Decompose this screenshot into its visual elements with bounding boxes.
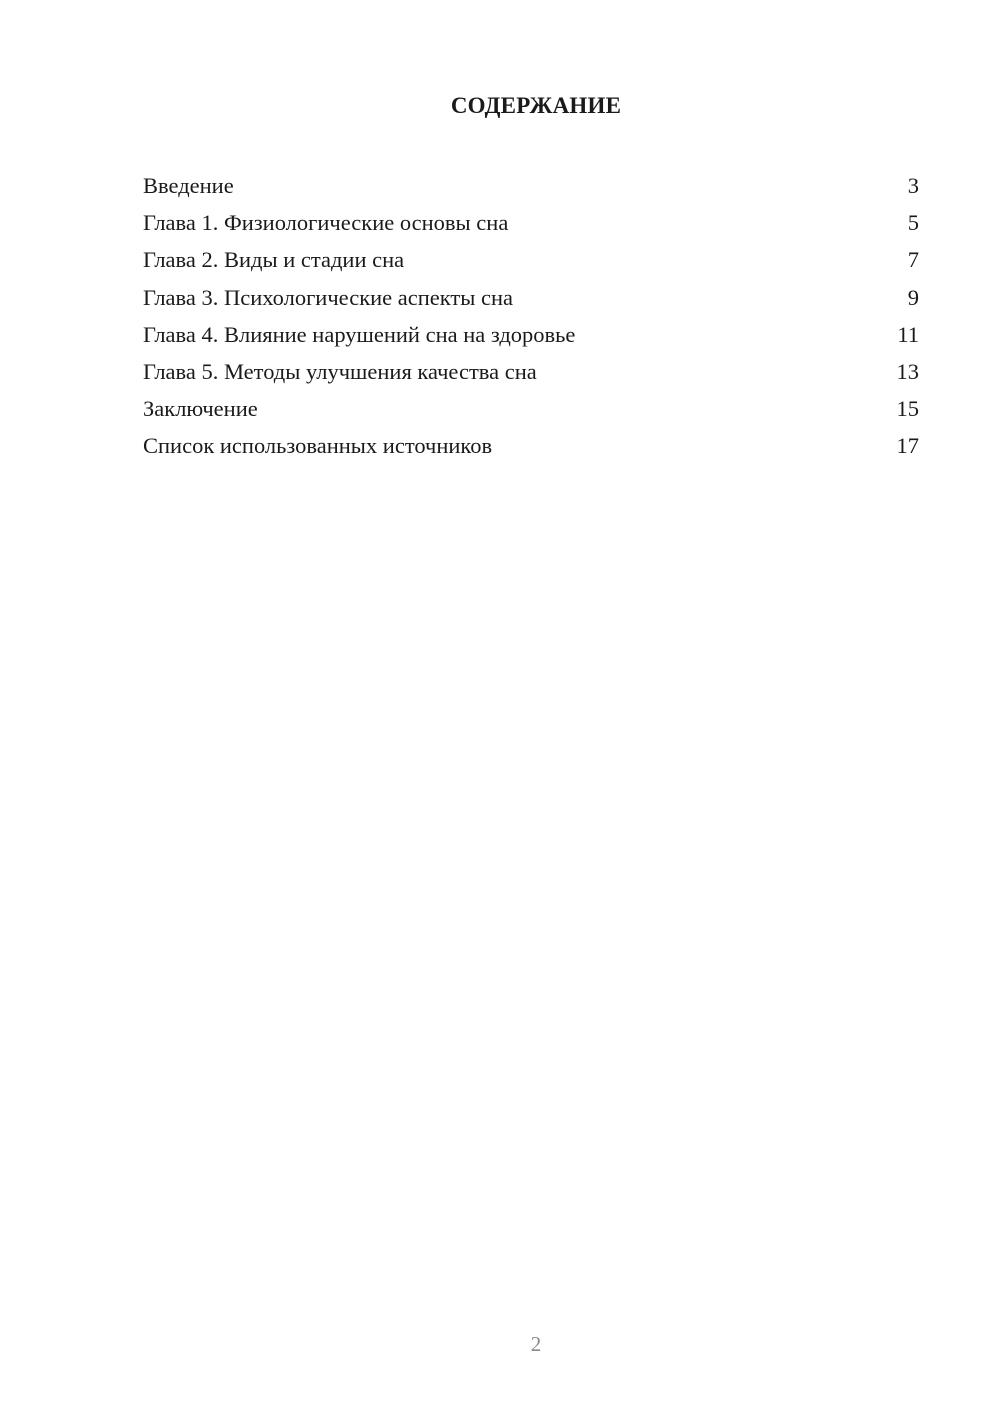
toc-entry-label: Глава 2. Виды и стадии сна [143, 247, 405, 273]
toc-entry-label: Глава 5. Методы улучшения качества сна [143, 358, 537, 384]
toc-entry-page: 15 [896, 396, 919, 422]
toc-entry [143, 353, 919, 390]
toc-entry-page: 13 [896, 358, 919, 384]
toc-entry-label: Заключение [143, 396, 258, 422]
toc-entry-page: 9 [907, 284, 919, 310]
toc-entry [143, 204, 919, 241]
table-of-contents [143, 167, 919, 465]
toc-entry [143, 279, 919, 316]
toc-entry-page: 17 [896, 433, 919, 459]
toc-entry-label: Глава 1. Физиологические основы сна [143, 210, 509, 236]
toc-entry [143, 167, 919, 204]
toc-entry-page: 7 [907, 247, 919, 273]
toc-entry-page: 3 [907, 173, 919, 198]
page-number: 2 [530, 1332, 542, 1356]
toc-entry-page: 11 [897, 321, 919, 347]
toc-entry [143, 241, 919, 278]
toc-entry [143, 316, 919, 353]
toc-entry-label: Список использованных источников [143, 433, 493, 459]
toc-entry [143, 390, 919, 427]
toc-entry-label: Введение [143, 173, 234, 198]
toc-title: СОДЕРЖАНИЕ [450, 93, 622, 118]
toc-entry-label: Глава 3. Психологические аспекты сна [143, 284, 513, 310]
toc-entry [143, 427, 919, 464]
toc-entry-page: 5 [907, 210, 919, 236]
toc-entry-label: Глава 4. Влияние нарушений сна на здоровье [143, 321, 576, 347]
